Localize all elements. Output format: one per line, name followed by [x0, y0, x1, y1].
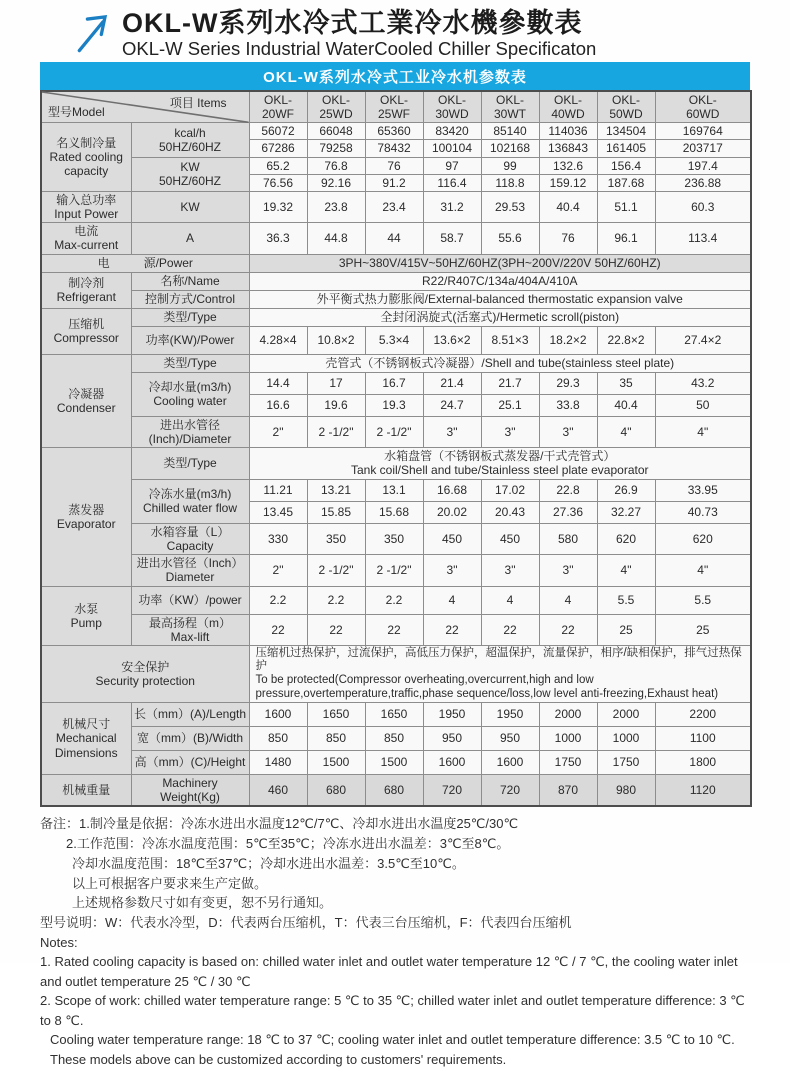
title-block: [122, 8, 596, 60]
value-cell: 16.68: [423, 479, 481, 501]
row-label-condenser-pipe: 进出水管径 (Inch)/Diameter: [131, 416, 249, 447]
value-cell: 136843: [539, 140, 597, 157]
value-cell: 2.2: [365, 586, 423, 614]
section-compressor: 压缩机 Compressor: [41, 308, 131, 354]
section-rated-cooling-capacity: 名义制冷量 Rated cooling capacity: [41, 123, 131, 192]
notes-block: [40, 814, 750, 1069]
spec-table: [40, 90, 752, 807]
row-label-evaporator-type: 类型/Type: [131, 447, 249, 479]
value-cell: 1500: [365, 751, 423, 775]
value-cell: 78432: [365, 140, 423, 157]
value-cell: 23.8: [307, 191, 365, 222]
value-cell: 76: [365, 157, 423, 174]
value-cell: 3": [423, 416, 481, 447]
value-cell: 950: [481, 727, 539, 751]
value-cell: 25: [597, 614, 655, 645]
value-cell: 3": [423, 555, 481, 586]
value-cell: 850: [365, 727, 423, 751]
condenser-type-value: 壳管式（不锈钢板式冷凝器）/Shell and tube(stainless steel plate): [249, 354, 751, 372]
note-zh-3: 冷却水温度范围：18℃至37℃；冷却水进出水温差：3.5℃至10℃。: [72, 855, 465, 871]
value-cell: 22: [539, 614, 597, 645]
note-en-title: Notes:: [40, 934, 78, 950]
value-cell: 22.8: [539, 479, 597, 501]
column-header-model: OKL- 50WD: [597, 91, 655, 123]
model-label: 型号Model: [48, 105, 105, 120]
items-label: 项目 Items: [169, 96, 227, 110]
value-cell: 14.4: [249, 372, 307, 394]
note-zh-1: 备注：1.制冷量是依据：冷冻水进出水温度12℃/7℃、冷却水进出水温度25℃/30℃: [40, 816, 519, 832]
value-cell: 17: [307, 372, 365, 394]
value-cell: 22: [365, 614, 423, 645]
value-cell: 25.1: [481, 394, 539, 416]
value-cell: 187.68: [597, 174, 655, 191]
value-cell: 450: [481, 523, 539, 554]
column-header-model: OKL- 25WD: [307, 91, 365, 123]
value-cell: 50: [655, 394, 751, 416]
value-cell: 1950: [481, 703, 539, 727]
value-cell: 33.95: [655, 479, 751, 501]
table-wrapper: [40, 62, 750, 807]
row-label-cooling-water: 冷却水量(m3/h) Cooling water: [131, 372, 249, 416]
row-label-length: 长（mm）(A)/Length: [131, 703, 249, 727]
value-cell: 21.7: [481, 372, 539, 394]
row-label-kcal: kcal/h 50HZ/60HZ: [131, 123, 249, 157]
value-cell: 1480: [249, 751, 307, 775]
value-cell: 16.7: [365, 372, 423, 394]
value-cell: 100104: [423, 140, 481, 157]
value-cell: 4: [481, 586, 539, 614]
row-label-a-unit: A: [131, 223, 249, 254]
value-cell: 31.2: [423, 191, 481, 222]
value-cell: 4": [655, 555, 751, 586]
value-cell: 40.73: [655, 501, 751, 523]
value-cell: 118.8: [481, 174, 539, 191]
value-cell: 2200: [655, 703, 751, 727]
value-cell: 3": [481, 555, 539, 586]
column-header-model: OKL- 60WD: [655, 91, 751, 123]
value-cell: 92.16: [307, 174, 365, 191]
row-label-refrigerant-name: 名称/Name: [131, 272, 249, 290]
row-label-evaporator-pipe: 进出水管径（Inch） Diameter: [131, 555, 249, 586]
value-cell: 236.88: [655, 174, 751, 191]
value-cell: 26.9: [597, 479, 655, 501]
value-cell: 159.12: [539, 174, 597, 191]
value-cell: 2000: [597, 703, 655, 727]
value-cell: 1600: [249, 703, 307, 727]
note-zh-5: 上述规格参数尺寸如有变更，恕不另行通知。: [72, 895, 333, 911]
row-label-machinery-weight: Machinery Weight(Kg): [131, 775, 249, 807]
value-cell: 169764: [655, 123, 751, 140]
value-cell: 1650: [365, 703, 423, 727]
value-cell: 13.6×2: [423, 326, 481, 354]
value-cell: 15.68: [365, 501, 423, 523]
value-cell: 850: [307, 727, 365, 751]
section-condenser: 冷凝器 Condenser: [41, 354, 131, 447]
value-cell: 1800: [655, 751, 751, 775]
value-cell: 116.4: [423, 174, 481, 191]
value-cell: 680: [365, 775, 423, 807]
value-cell: 22.8×2: [597, 326, 655, 354]
value-cell: 460: [249, 775, 307, 807]
value-cell: 134504: [597, 123, 655, 140]
value-cell: 25: [655, 614, 751, 645]
value-cell: 36.3: [249, 223, 307, 254]
row-label-kw-unit: KW: [131, 191, 249, 222]
note-en-1: 1. Rated cooling capacity is based on: chilled water inlet and outlet water temperature 12 ℃ / 7 ℃, the cooling water inlet and outlet temperature 25 ℃ / 30 ℃: [40, 954, 738, 989]
value-cell: 4.28×4: [249, 326, 307, 354]
value-cell: 20.43: [481, 501, 539, 523]
value-cell: 76.56: [249, 174, 307, 191]
value-cell: 58.7: [423, 223, 481, 254]
brand-arrow-icon: [72, 8, 116, 58]
compressor-type-value: 全封闭涡旋式(活塞式)/Hermetic scroll(piston): [249, 308, 751, 326]
section-input-power: 输入总功率 Input Power: [41, 191, 131, 222]
value-cell: 114036: [539, 123, 597, 140]
value-cell: 23.4: [365, 191, 423, 222]
note-zh-2: 2.工作范围：冷冻水温度范围：5℃至35℃；冷冻水进出水温差：3℃至8℃。: [66, 836, 510, 852]
value-cell: 22: [249, 614, 307, 645]
security-protection-text: 压缩机过热保护，过流保护，高低压力保护，超温保护，流量保护，相序/缺相保护，排气过热保护 To be protected(Compressor overheating,overcurrent,high and low pressure,overtemperature,traffic,phase sequence/loss,low level anti-freezing,Exhaust heat): [249, 645, 751, 702]
value-cell: 102168: [481, 140, 539, 157]
value-cell: 3": [539, 416, 597, 447]
value-cell: 56072: [249, 123, 307, 140]
row-label-compressor-type: 类型/Type: [131, 308, 249, 326]
value-cell: 51.1: [597, 191, 655, 222]
value-cell: 350: [365, 523, 423, 554]
value-cell: 91.2: [365, 174, 423, 191]
row-label-condenser-type: 类型/Type: [131, 354, 249, 372]
value-cell: 4: [423, 586, 481, 614]
value-cell: 13.21: [307, 479, 365, 501]
value-cell: 13.45: [249, 501, 307, 523]
value-cell: 43.2: [655, 372, 751, 394]
value-cell: 620: [655, 523, 751, 554]
note-zh-4: 以上可根据客户要求来生产定做。: [72, 875, 268, 891]
value-cell: 1600: [481, 751, 539, 775]
value-cell: 5.5: [597, 586, 655, 614]
value-cell: 19.32: [249, 191, 307, 222]
value-cell: 65360: [365, 123, 423, 140]
value-cell: 850: [249, 727, 307, 751]
value-cell: 950: [423, 727, 481, 751]
value-cell: 1600: [423, 751, 481, 775]
value-cell: 21.4: [423, 372, 481, 394]
value-cell: 1650: [307, 703, 365, 727]
value-cell: 76.8: [307, 157, 365, 174]
column-header-model: OKL- 20WF: [249, 91, 307, 123]
column-header-model: OKL- 40WD: [539, 91, 597, 123]
section-evaporator: 蒸发器 Evaporator: [41, 447, 131, 586]
value-cell: 10.8×2: [307, 326, 365, 354]
value-cell: 22: [423, 614, 481, 645]
row-label-kw: KW 50HZ/60HZ: [131, 157, 249, 191]
note-en-3: Cooling water temperature range: 18 ℃ to 37 ℃; cooling water inlet and outlet temperature difference: 3.5 ℃ to 10 ℃.: [50, 1032, 735, 1048]
value-cell: 40.4: [597, 394, 655, 416]
value-cell: 15.85: [307, 501, 365, 523]
section-max-current: 电流 Max-current: [41, 223, 131, 254]
value-cell: 1750: [597, 751, 655, 775]
value-cell: 16.6: [249, 394, 307, 416]
value-cell: 97: [423, 157, 481, 174]
row-label-pump-power: 功率（KW）/power: [131, 586, 249, 614]
value-cell: 17.02: [481, 479, 539, 501]
section-pump: 水泵 Pump: [41, 586, 131, 645]
row-label-power-supply: 电 源/Power: [41, 254, 249, 272]
value-cell: 132.6: [539, 157, 597, 174]
value-cell: 720: [481, 775, 539, 807]
value-cell: 4": [597, 555, 655, 586]
value-cell: 3": [481, 416, 539, 447]
value-cell: 67286: [249, 140, 307, 157]
row-label-compressor-power: 功率(KW)/Power: [131, 326, 249, 354]
note-en-2: 2. Scope of work: chilled water temperature range: 5 ℃ to 35 ℃; chilled water inlet and outlet temperature difference: 3 ℃ to 8 ℃.: [40, 993, 745, 1028]
value-cell: 11.21: [249, 479, 307, 501]
value-cell: 19.3: [365, 394, 423, 416]
value-cell: 4": [655, 416, 751, 447]
value-cell: 2.2: [307, 586, 365, 614]
value-cell: 20.02: [423, 501, 481, 523]
value-cell: 156.4: [597, 157, 655, 174]
value-cell: 870: [539, 775, 597, 807]
value-cell: 203717: [655, 140, 751, 157]
refrigerant-control-value: 外平衡式热力膨胀阀/External-balanced thermostatic expansion valve: [249, 290, 751, 308]
section-mechanical-dimensions: 机械尺寸 Mechanical Dimensions: [41, 703, 131, 775]
value-cell: 27.36: [539, 501, 597, 523]
section-refrigerant: 制冷剂 Refrigerant: [41, 272, 131, 308]
value-cell: 8.51×3: [481, 326, 539, 354]
value-cell: 330: [249, 523, 307, 554]
column-header-model: OKL- 30WT: [481, 91, 539, 123]
value-cell: 2": [249, 416, 307, 447]
value-cell: 1500: [307, 751, 365, 775]
value-cell: 2000: [539, 703, 597, 727]
value-cell: 1120: [655, 775, 751, 807]
value-cell: 13.1: [365, 479, 423, 501]
value-cell: 450: [423, 523, 481, 554]
page-title-en: OKL-W Series Industrial WaterCooled Chiller Specificaton: [122, 38, 597, 60]
value-cell: 27.4×2: [655, 326, 751, 354]
value-cell: 55.6: [481, 223, 539, 254]
value-cell: 22: [307, 614, 365, 645]
value-cell: 1000: [597, 727, 655, 751]
value-cell: 2.2: [249, 586, 307, 614]
value-cell: 99: [481, 157, 539, 174]
value-cell: 18.2×2: [539, 326, 597, 354]
value-cell: 1000: [539, 727, 597, 751]
model-items-corner-cell: [41, 91, 249, 123]
value-cell: 79258: [307, 140, 365, 157]
page-title-zh: OKL-W系列水冷式工業冷水機參數表: [122, 8, 583, 38]
value-cell: 85140: [481, 123, 539, 140]
value-cell: 1100: [655, 727, 751, 751]
value-cell: 4": [597, 416, 655, 447]
value-cell: 76: [539, 223, 597, 254]
value-cell: 33.8: [539, 394, 597, 416]
value-cell: 66048: [307, 123, 365, 140]
value-cell: 60.3: [655, 191, 751, 222]
row-label-width: 宽（mm）(B)/Width: [131, 727, 249, 751]
value-cell: 161405: [597, 140, 655, 157]
section-security-protection: 安全保护 Security protection: [41, 645, 249, 702]
value-cell: 22: [481, 614, 539, 645]
value-cell: 19.6: [307, 394, 365, 416]
value-cell: 83420: [423, 123, 481, 140]
value-cell: 4: [539, 586, 597, 614]
value-cell: 113.4: [655, 223, 751, 254]
value-cell: 2": [249, 555, 307, 586]
power-supply-value: 3PH~380V/415V~50HZ/60HZ(3PH~200V/220V 50HZ/60HZ): [249, 254, 751, 272]
value-cell: 720: [423, 775, 481, 807]
row-label-chilled-water-flow: 冷冻水量(m3/h) Chilled water flow: [131, 479, 249, 523]
value-cell: 2 -1/2": [365, 416, 423, 447]
document-header: [0, 0, 790, 62]
value-cell: 197.4: [655, 157, 751, 174]
value-cell: 35: [597, 372, 655, 394]
table-banner-title: OKL-W系列水冷式工业冷水机参数表: [40, 62, 750, 90]
column-header-model: OKL- 25WF: [365, 91, 423, 123]
value-cell: 1750: [539, 751, 597, 775]
value-cell: 44.8: [307, 223, 365, 254]
refrigerant-name-value: R22/R407C/134a/404A/410A: [249, 272, 751, 290]
row-label-refrigerant-control: 控制方式/Control: [131, 290, 249, 308]
value-cell: 680: [307, 775, 365, 807]
value-cell: 65.2: [249, 157, 307, 174]
value-cell: 96.1: [597, 223, 655, 254]
value-cell: 24.7: [423, 394, 481, 416]
value-cell: 32.27: [597, 501, 655, 523]
note-en-4: These models above can be customized according to customers' requirements.: [50, 1051, 507, 1067]
value-cell: 5.5: [655, 586, 751, 614]
value-cell: 350: [307, 523, 365, 554]
value-cell: 580: [539, 523, 597, 554]
value-cell: 2 -1/2": [307, 416, 365, 447]
value-cell: 40.4: [539, 191, 597, 222]
value-cell: 2 -1/2": [365, 555, 423, 586]
evaporator-type-value: 水箱盘管（不锈钢板式蒸发器/干式壳管式） Tank coil/Shell and tube/Stainless steel plate evaporator: [249, 447, 751, 479]
note-model-legend: 型号说明：W：代表水冷型，D：代表两台压缩机，T：代表三台压缩机，F：代表四台压缩机: [40, 915, 572, 931]
value-cell: 29.3: [539, 372, 597, 394]
value-cell: 2 -1/2": [307, 555, 365, 586]
value-cell: 3": [539, 555, 597, 586]
value-cell: 29.53: [481, 191, 539, 222]
value-cell: 5.3×4: [365, 326, 423, 354]
row-label-max-lift: 最高扬程（m） Max-lift: [131, 614, 249, 645]
row-label-tank-capacity: 水箱容量（L） Capacity: [131, 523, 249, 554]
value-cell: 1950: [423, 703, 481, 727]
row-label-height: 高（mm）(C)/Height: [131, 751, 249, 775]
section-machinery-weight: 机械重量: [41, 775, 131, 807]
column-header-model: OKL- 30WD: [423, 91, 481, 123]
value-cell: 980: [597, 775, 655, 807]
value-cell: 620: [597, 523, 655, 554]
value-cell: 44: [365, 223, 423, 254]
